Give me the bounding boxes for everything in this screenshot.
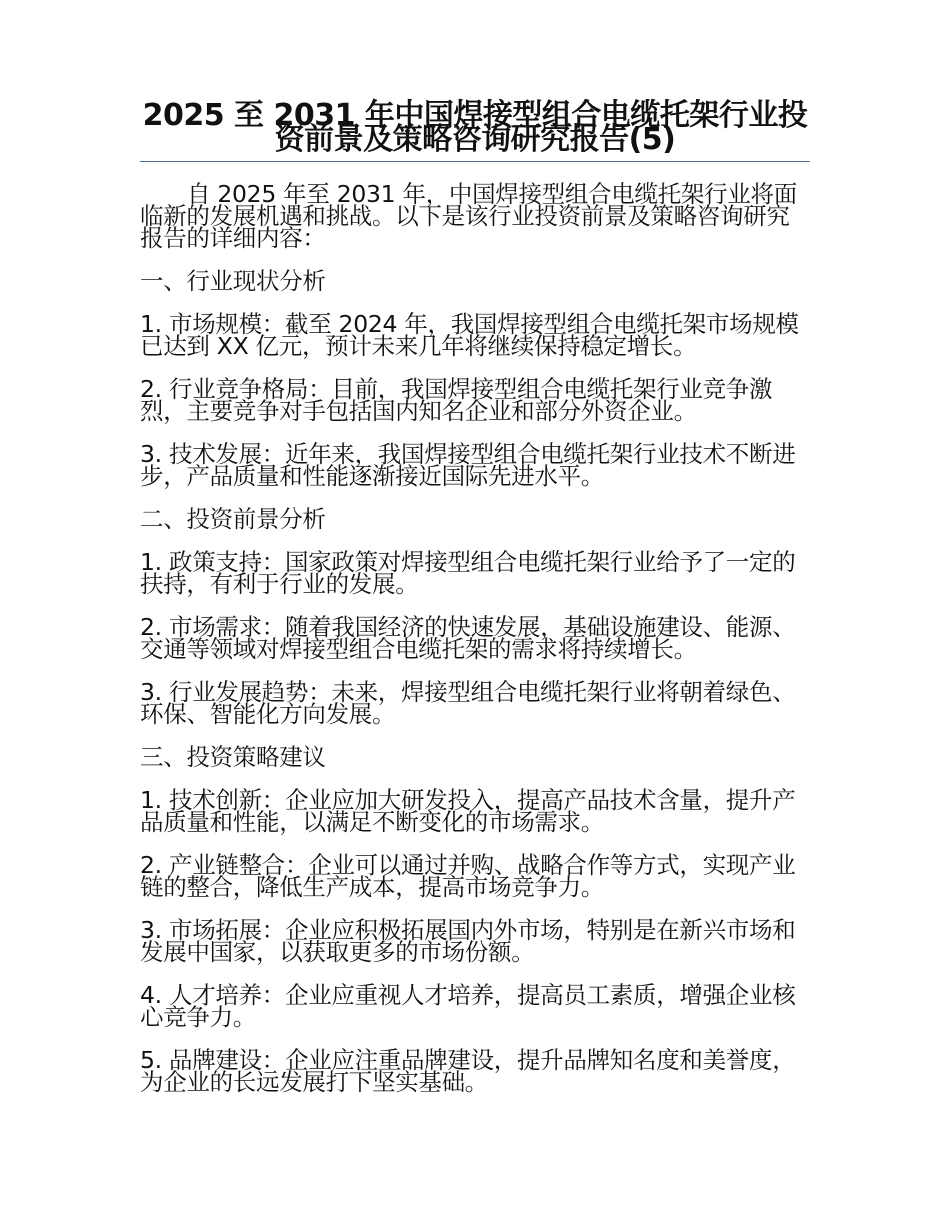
list-item: 4. 人才培养：企业应重视人才培养，提高员工素质，增强企业核心竞争力。	[140, 981, 796, 1031]
document-title: 2025 至 2031 年中国焊接型组合电缆托架行业投资前景及策略咨询研究报告(5)	[142, 98, 808, 157]
list-item: 3. 技术发展：近年来，我国焊接型组合电缆托架行业技术不断进步，产品质量和性能逐渐接近国际先进水平。	[140, 440, 796, 490]
section-heading: 二、投资前景分析	[140, 505, 326, 533]
list-item: 2. 产业链整合：企业可以通过并购、战略合作等方式，实现产业链的整合，降低生产成本，提高市场竞争力。	[140, 851, 796, 901]
list-item: 1. 政策支持：国家政策对焊接型组合电缆托架行业给予了一定的扶持，有利于行业的发展。	[140, 548, 796, 598]
intro-paragraph: 自 2025 年至 2031 年，中国焊接型组合电缆托架行业将面临新的发展机遇和挑战。以下是该行业投资前景及策略咨询研究报告的详细内容：	[140, 180, 797, 252]
list-item: 3. 行业发展趋势：未来，焊接型组合电缆托架行业将朝着绿色、环保、智能化方向发展。	[140, 678, 796, 728]
section-heading: 三、投资策略建议	[140, 743, 326, 771]
section-heading: 一、行业现状分析	[140, 267, 326, 295]
list-item: 2. 市场需求：随着我国经济的快速发展，基础设施建设、能源、交通等领域对焊接型组合电缆托架的需求将持续增长。	[140, 613, 796, 663]
list-item: 5. 品牌建设：企业应注重品牌建设，提升品牌知名度和美誉度，为企业的长远发展打下坚实基础。	[140, 1046, 796, 1096]
list-item: 1. 技术创新：企业应加大研发投入，提高产品技术含量，提升产品质量和性能，以满足不断变化的市场需求。	[140, 786, 796, 836]
title-underline	[140, 161, 810, 162]
list-item: 3. 市场拓展：企业应积极拓展国内外市场，特别是在新兴市场和发展中国家，以获取更多的市场份额。	[140, 916, 796, 966]
document-body	[140, 180, 810, 1114]
list-item: 1. 市场规模：截至 2024 年，我国焊接型组合电缆托架市场规模已达到 XX 亿元，预计未来几年将继续保持稳定增长。	[140, 310, 799, 360]
list-item: 2. 行业竞争格局：目前，我国焊接型组合电缆托架行业竞争激烈，主要竞争对手包括国内知名企业和部分外资企业。	[140, 375, 773, 425]
